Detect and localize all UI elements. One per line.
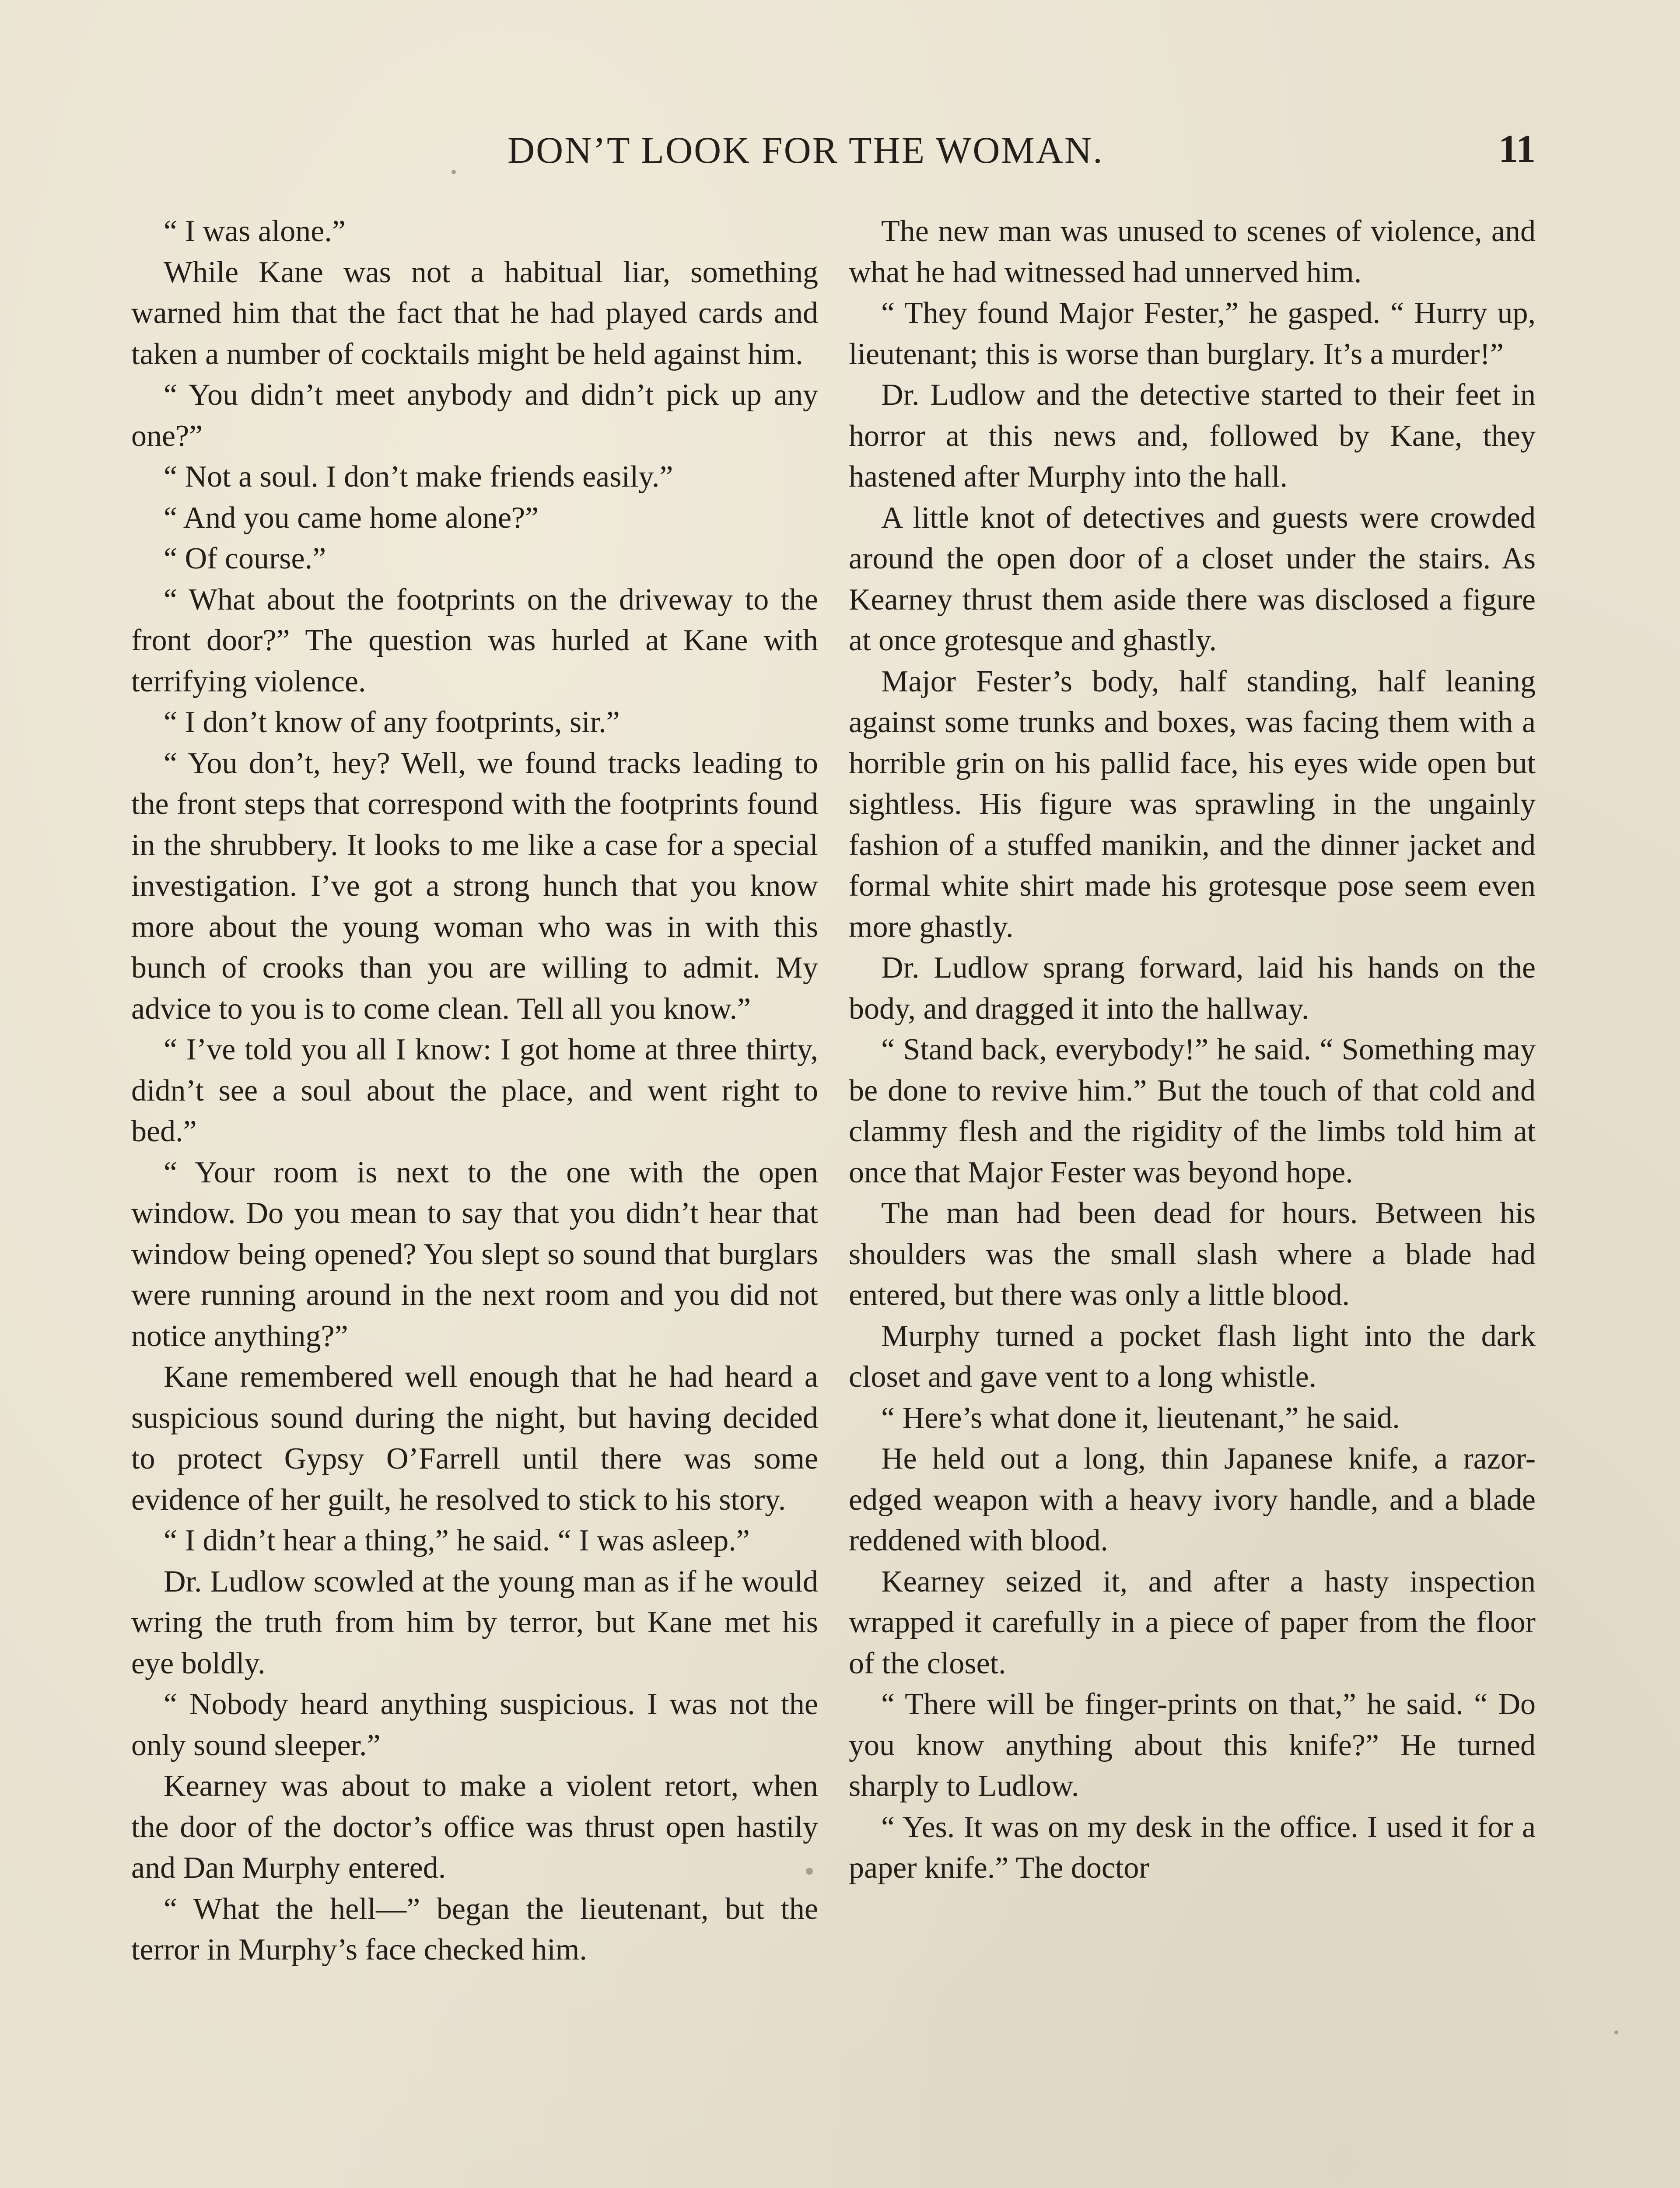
paragraph: “ Stand back, everybody!” he said. “ Something may be done to revive him.” But the touch of that cold and clammy flesh and the rigidity of the limbs told him at once that Major Fester was beyond hope. bbox=[849, 1033, 1536, 1189]
left-text-column bbox=[131, 211, 818, 1971]
paragraph: “ You didn’t meet anybody and didn’t pick up any one?” bbox=[131, 378, 818, 453]
paper-speck bbox=[806, 1868, 813, 1875]
paragraph: “ Yes. It was on my desk in the office. I used it for a paper knife.” The doctor bbox=[849, 1810, 1536, 1885]
paper-speck bbox=[1614, 2030, 1618, 2034]
paragraph: “ There will be finger-prints on that,” he said. “ Do you know anything about this knife?” He turned sharply to Ludlow. bbox=[849, 1687, 1536, 1803]
running-title: DON’T LOOK FOR THE WOMAN. bbox=[508, 129, 1104, 171]
paragraph: “ Of course.” bbox=[164, 542, 326, 575]
paragraph: Murphy turned a pocket flash light into the dark closet and gave vent to a long whistle. bbox=[849, 1319, 1536, 1394]
paragraph: Major Fester’s body, half standing, half leaning against some trunks and boxes, was facing them with a horrible grin on his pallid face, his eyes wide open but sightless. His figure was sprawling in the ungainly fashion of a stuffed manikin, and the dinner jacket and formal white shirt made his grotesque pose seem even more ghastly. bbox=[849, 664, 1536, 944]
paragraph: While Kane was not a habitual liar, something warned him that the fact that he had played cards and taken a number of cocktails might be held against him. bbox=[131, 255, 818, 371]
paragraph: Kane remembered well enough that he had heard a suspicious sound during the night, but having decided to protect Gypsy O’Farrell until there was some evidence of her guilt, he resolved to stick to his story. bbox=[131, 1360, 818, 1517]
paragraph: “ And you came home alone?” bbox=[164, 501, 539, 535]
paragraph: “ What about the footprints on the driveway to the front door?” The question was hurled at Kane with terrifying violence. bbox=[131, 582, 818, 698]
paragraph: Dr. Ludlow scowled at the young man as if he would wring the truth from him by terror, but Kane met his eye boldly. bbox=[131, 1564, 818, 1680]
paragraph: “ Here’s what done it, lieutenant,” he said. bbox=[881, 1401, 1400, 1435]
paragraph: “ Not a soul. I don’t make friends easily.” bbox=[164, 460, 673, 494]
paragraph: A little knot of detectives and guests were crowded around the open door of a closet under the stairs. As Kearney thrust them aside there was disclosed a figure at once grotesque and ghastly. bbox=[849, 501, 1536, 657]
paragraph: Kearney was about to make a violent retort, when the door of the doctor’s office was thrust open hastily and Dan Murphy entered. bbox=[131, 1769, 818, 1885]
paragraph: He held out a long, thin Japanese knife, a razor-edged weapon with a heavy ivory handle, and a blade reddened with blood. bbox=[849, 1442, 1536, 1557]
paragraph: “ I didn’t hear a thing,” he said. “ I was asleep.” bbox=[164, 1524, 750, 1557]
paper-speck bbox=[452, 170, 456, 174]
paragraph: Dr. Ludlow and the detective started to their feet in horror at this news and, followed by Kane, they hastened after Murphy into the hall. bbox=[849, 378, 1536, 494]
paragraph: “ I don’t know of any footprints, sir.” bbox=[164, 705, 620, 739]
paragraph: “ Nobody heard anything suspicious. I was not the only sound sleeper.” bbox=[131, 1687, 818, 1762]
paragraph: Kearney seized it, and after a hasty inspection wrapped it carefully in a piece of paper from the floor of the closet. bbox=[849, 1564, 1536, 1680]
paragraph: The new man was unused to scenes of violence, and what he had witnessed had unnerved him. bbox=[849, 214, 1536, 289]
right-text-column bbox=[849, 211, 1536, 1889]
paragraph: “ They found Major Fester,” he gasped. “ Hurry up, lieutenant; this is worse than burglary. It’s a murder!” bbox=[849, 296, 1536, 371]
paragraph: “ I’ve told you all I know: I got home at three thirty, didn’t see a soul about the place, and went right to bed.” bbox=[131, 1033, 818, 1148]
paragraph: “ What the hell—” began the lieutenant, but the terror in Murphy’s face checked him. bbox=[131, 1892, 818, 1967]
paragraph: “ I was alone.” bbox=[164, 214, 346, 248]
paragraph: The man had been dead for hours. Between his shoulders was the small slash where a blade had entered, but there was only a little blood. bbox=[849, 1196, 1536, 1312]
paragraph: “ Your room is next to the one with the open window. Do you mean to say that you didn’t hear that window being opened? You slept so sound that burglars were running around in the next room and you did not notice anything?” bbox=[131, 1155, 818, 1353]
paragraph: “ You don’t, hey? Well, we found tracks leading to the front steps that correspond with the footprints found in the shrubbery. It looks to me like a case for a special investigation. I’ve got a strong hunch that you know more about the young woman who was in with this bunch of crooks than you are willing to admit. My advice to you is to come clean. Tell all you know.” bbox=[131, 746, 818, 1026]
paragraph: Dr. Ludlow sprang forward, laid his hands on the body, and dragged it into the hallway. bbox=[849, 951, 1536, 1026]
page-number: 11 bbox=[1498, 127, 1536, 171]
